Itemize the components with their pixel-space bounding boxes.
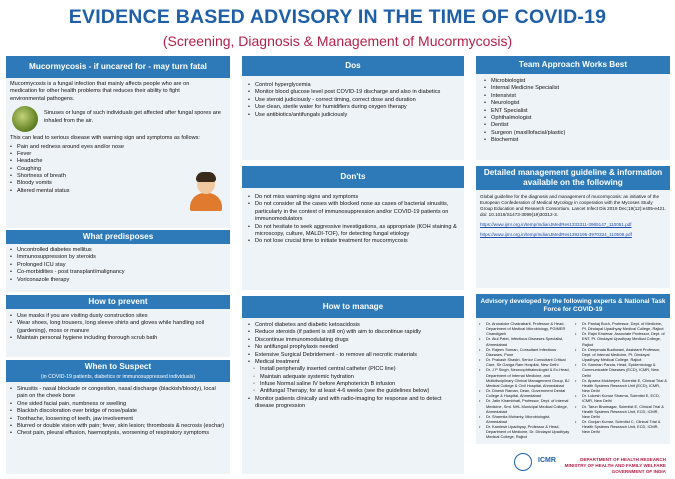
manage-item: ◦ Maintain adequate systemic hydration: [248, 374, 458, 381]
suspect-item: • Toothache, loosening of teeth, jaw involvement: [10, 416, 226, 423]
muco-lead: This can lead to serious disease with warning sign and symptoms as follows:: [10, 135, 200, 142]
prevent-item: • Use masks if you are visiting dusty construction sites: [10, 313, 226, 320]
expert-item: • Dr. Deepmala Budhwani, Assistant Professor, Dept. of Internal Medicine, Pt. Dindayal Upadhyay Medical College, Rajkot: [575, 347, 667, 362]
suspect-item: • Sinusitis - nasal blockade or congestion, nasal discharge (blackish/bloody), local pain on the cheek bone: [10, 386, 226, 401]
suspect-item: • One sided facial pain, numbness or swelling: [10, 401, 226, 408]
team-item: • Biochemist: [484, 137, 662, 144]
page-subtitle: (Screening, Diagnosis & Management of Mucormycosis): [162, 33, 513, 49]
symptom-item: • Altered mental status: [10, 188, 226, 195]
expert-item: • Dr. Rajeev Soman, Consultant Infectious Diseases, Pune: [479, 347, 571, 357]
guideline-reference: Global guideline for the diagnosis and management of mucormycosis: an initiative of the European Confederation of Medical Mycology in cooperation with the Mycoses Study Group Education and Research Consortium. Lancet Infect Dis 2019 Dec;19(12):e405-e421. doi: 10.1016/S1473-3099(19)30312-3.: [480, 194, 666, 217]
predispose-list: [6, 244, 230, 287]
team-item: • Ophthalmologist: [484, 115, 662, 122]
emblem-logo: [514, 453, 532, 471]
dos-header: Dos: [242, 56, 464, 76]
dos-item: • Control hyperglycemia: [248, 82, 458, 89]
team-item: • Dentist: [484, 122, 662, 129]
expert-item: • Dr. Dinesh Raman, Dean, Government Dental College & Hospital, Ahmedabad: [479, 388, 571, 398]
department-line: MINISTRY OF HEALTH AND FAMILY WELFARE: [564, 463, 666, 469]
manage-item: ◦ Antifungal Therapy, for at least 4-6 weeks (see the guidelines below): [248, 388, 458, 395]
experts-list-left: [479, 321, 571, 440]
page-title: EVIDENCE BASED ADVISORY IN THE TIME OF COVID-19: [68, 6, 607, 28]
icmr-logo: ICMR: [538, 457, 556, 464]
dos-item: • Use clean, sterile water for humidifiers during oxygen therapy: [248, 104, 458, 111]
guide-header: Detailed management guideline & information available on the following: [476, 166, 670, 190]
expert-item: • Dr. Arunaloke Chakrabarti, Professor & Head, Department of Medical Microbiology, PGIMER Chandigarh: [479, 321, 571, 336]
expert-item: • Dr. Tarun Bhatnagar, Scientist E, Clinical Trial & Health Systems Research Unit, ECD, ICMR, New Delhi: [575, 404, 667, 419]
department-text: [565, 457, 666, 475]
expert-item: • Dr. Atul Patel, Infectious Diseases Specialist, Ahmedabad: [479, 336, 571, 346]
expert-item: • Dr. Sharmila Mohanty, Microbiologist, Ahmedabad: [479, 414, 571, 424]
task-force-panel: [476, 294, 670, 444]
experts-list-right: [575, 321, 667, 440]
department-line: DEPARTMENT OF HEALTH RESEARCH: [580, 457, 666, 463]
predispose-item: • Uncontrolled diabetes mellitus: [10, 247, 226, 254]
predispose-item: • Voriconazole therapy: [10, 277, 226, 284]
manage-item: • Discontinue immunomodulating drugs: [248, 337, 458, 344]
donts-panel: [242, 166, 464, 290]
donts-header: Don'ts: [242, 166, 464, 188]
suspect-item: • Blurred or double vision with pain; fever, skin lesion; thrombosis & necrosis (eschar): [10, 423, 226, 430]
donts-item: • Do not hesitate to seek aggressive investigations, as appropriate (KOH staining & microscopy, culture, MALDI-TOF), for detecting fungal etiology: [248, 224, 458, 239]
team-item: • Neurologist: [484, 100, 662, 107]
dos-list: [242, 76, 464, 125]
manage-item: ◦ Install peripherally inserted central catheter (PICC line): [248, 366, 458, 373]
symptom-item: • Pain and redness around eyes and/or nose: [10, 144, 226, 151]
manage-item: • Medical treatment: [248, 359, 458, 366]
prevent-list: [6, 309, 230, 347]
donts-item: • Do not lose crucial time to initiate treatment for mucormycosis: [248, 238, 458, 245]
dos-panel: [242, 56, 464, 160]
expert-item: • Dr. Aparna Mukherjee, Scientist E, Clinical Trial & Health Systems Research Unit (ECD), ICMR, New Delhi: [575, 378, 667, 393]
manage-item: • Reduce steroids (if patient is still on) with aim to discontinue rapidly: [248, 329, 458, 336]
suspect-item: • Chest pain, pleural effusion, haemoptysis, worsening of respiratory symptoms: [10, 430, 226, 437]
team-item: • Intensivist: [484, 93, 662, 100]
expert-item: • Dr. Gunjan Kumar, Scientist C, Clinical Trial & Health Systems Research Unit, ECD, ICMR, New Delhi: [575, 419, 667, 434]
predispose-panel: [6, 230, 230, 292]
symptom-item: • Coughing: [10, 166, 226, 173]
team-list: [476, 74, 670, 148]
team-panel: [476, 56, 670, 160]
dos-item: • Use steroid judiciously - correct timing, correct dose and duration: [248, 97, 458, 104]
muco-intro: Mucormycosis is a fungal infection that mainly affects people who are on medication for other health problems that reduces their ability to fight environmental pathogens.: [10, 81, 190, 102]
manage-list: [242, 318, 464, 415]
symptom-item: • Shortness of breath: [10, 173, 226, 180]
suspect-item: • Blackish discoloration over bridge of nose/palate: [10, 408, 226, 415]
manage-item: • No antifungal prophylaxis needed: [248, 344, 458, 351]
manage-item: • Monitor patients clinically and with radio-imaging for response and to detect disease progression: [248, 396, 458, 411]
task-force-header: Advisory developed by the following experts & National Task Force for COVID-19: [476, 294, 670, 318]
muco-header: Mucormycosis - if uncared for - may turn fatal: [6, 56, 230, 78]
symptom-item: • Fever: [10, 151, 226, 158]
team-item: • Surgeon (maxillofacial/plastic): [484, 130, 662, 137]
team-item: • Internal Medicine Specialist: [484, 85, 662, 92]
fungus-spore-image: [12, 106, 38, 132]
prevent-item: • Maintain personal hygiene including thorough scrub bath: [10, 335, 226, 342]
expert-item: • Dr. Samiran Panda, Head, Epidemiology & Communicable Diseases (ECD), ICMR, New Delhi: [575, 362, 667, 377]
patient-illustration: [188, 174, 224, 212]
suspect-subheader: (in COVID-19 patients, diabetics or immunosuppressed individuals): [6, 373, 230, 382]
manage-item: • Control diabetes and diabetic ketoacidosis: [248, 322, 458, 329]
suspect-panel: [6, 360, 230, 474]
manage-header: How to manage: [242, 296, 464, 318]
predispose-item: • Co-morbidities - post transplant/malignancy: [10, 269, 226, 276]
muco-panel: [6, 56, 230, 228]
guideline-link-1[interactable]: https://www.ijmr.org.in/temp/IndianJMedRes1333311-3965147_110051.pdf: [480, 221, 632, 227]
footer-logos: [470, 449, 670, 475]
expert-item: • Dr. Jatin Khambhati, Professor, Dept. of Internal Medicine, Smt. NHL Municipal Medical College, Ahmedabad: [479, 398, 571, 413]
donts-item: • Do not consider all the cases with blocked nose as cases of bacterial sinusitis, particularly in the context of immunosuppression and/or COVID-19 patients on immunomodulators: [248, 201, 458, 223]
expert-item: • Dr. Rajni Khairnar, Associate Professor, Dept. of ENT, Pt. Dindayal Upadhyay Medical College, Rajkot: [575, 331, 667, 346]
predispose-item: • Immunosuppression by steroids: [10, 254, 226, 261]
suspect-header: When to Suspect: [6, 360, 230, 373]
prevent-panel: [6, 295, 230, 357]
prevent-header: How to prevent: [6, 295, 230, 309]
donts-item: • Do not miss warning signs and symptoms: [248, 194, 458, 201]
manage-item: ◦ Infuse Normal saline IV before Amphotericin B infusion: [248, 381, 458, 388]
suspect-list: [6, 382, 230, 442]
manage-panel: [242, 296, 464, 474]
team-item: • Microbiologist: [484, 78, 662, 85]
predispose-header: What predisposes: [6, 230, 230, 244]
dos-item: • Monitor blood glucose level post COVID-19 discharge and also in diabetics: [248, 89, 458, 96]
prevent-item: • Wear shoes, long trousers, long sleeve shirts and gloves while handling soil (gardening), moss or manure: [10, 320, 226, 335]
expert-item: • Dr. Prakash Shastri, Senior Consultant Critical Care, Sir Ganga Ram Hospital, New Delhi: [479, 357, 571, 367]
expert-item: • Dr. Pankaj Buch, Professor, Dept. of Medicine, Pt. Dindayal Upadhyay Medical College, Rajkot: [575, 321, 667, 331]
expert-item: • Dr. Kamlesh Upadhyay, Professor & Head, Department of Medicine, Dr. Dindayal Upadhyay Medical College, Rajkot: [479, 424, 571, 439]
muco-sinus: Sinuses or lungs of such individuals get affected after fungal spores are inhaled from the air.: [44, 110, 221, 124]
guideline-link-2[interactable]: https://www.ijmr.org.in/temp/IndianJMedRes1392195-3970334_110508.pdf: [480, 231, 632, 237]
department-line: GOVERNMENT OF INDIA: [611, 469, 666, 475]
manage-item: • Extensive Surgical Debridement - to remove all necrotic materials: [248, 352, 458, 359]
donts-list: [242, 188, 464, 252]
predispose-item: • Prolonged ICU stay: [10, 262, 226, 269]
dos-item: • Use antibiotics/antifungals judiciously: [248, 112, 458, 119]
guide-panel: [476, 166, 670, 288]
team-item: • ENT Specialist: [484, 108, 662, 115]
expert-item: • Dr. J P Singh, Neuroophthalmologist & Ex-Head, Department of Internal Medicine, and Multidisciplinary Clinical Management Group, BJ Medical College & Civil Hospital, Ahmedabad: [479, 367, 571, 388]
symptom-item: • Bloody vomits: [10, 180, 226, 187]
expert-item: • Dr. Lokesh Kumar Sharma, Scientist E, ECD, ICMR, New Delhi: [575, 393, 667, 403]
symptom-item: • Headache: [10, 158, 226, 165]
team-header: Team Approach Works Best: [476, 56, 670, 74]
